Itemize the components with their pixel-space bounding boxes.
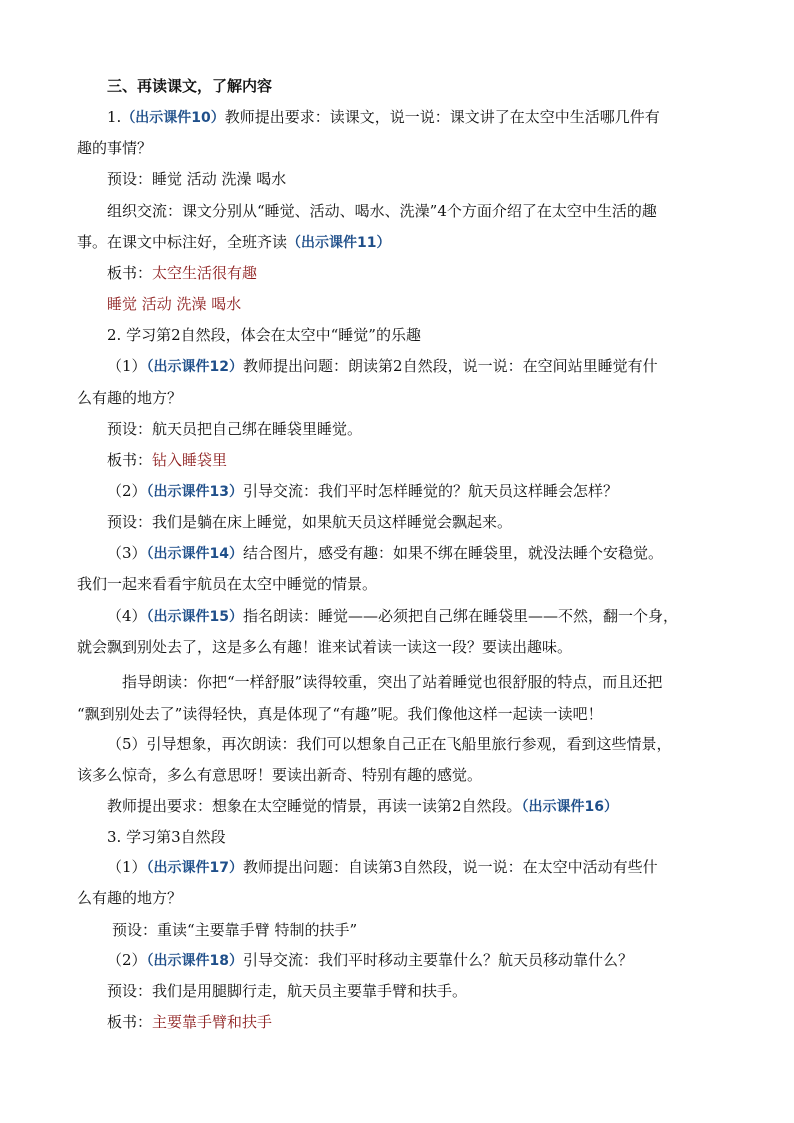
text-line-13: （2）（出示课件13）引导交流：我们平时怎样睡觉的？航天员这样睡会怎样？ [107,482,619,500]
text-line-18: 就会飘到别处去了，这是多么有趣！谁来试着读一读这一段？要读出趣味。 [77,638,573,656]
blackboard-text: 钻入睡袋里 [152,451,228,469]
blackboard-text: 主要靠手臂和扶手 [152,1013,273,1031]
section-heading: 三、再读课文，了解内容 [107,77,273,95]
text-line-9: （1）（出示课件12）教师提出问题：朗读第2自然段，说一说：在空间站里睡觉有什 [107,357,658,375]
text-line-19: 指导朗读：你把“一样舒服”读得较重，突出了站着睡觉也很舒服的特点，而且还把 [122,673,663,691]
text-line-2: 趣的事情？ [77,139,153,157]
blackboard-line-3: 板书：钻入睡袋里 [107,451,228,469]
courseware-cue: （出示课件15） [146,609,244,625]
text-line-22: 该多么惊奇，多么有意思呀！要读出新奇、特别有趣的感觉。 [77,766,483,784]
blackboard-text: 睡觉 活动 洗澡 喝水 [107,295,242,313]
text-line-26: 么有趣的地方？ [77,889,183,907]
blackboard-line-4: 板书：主要靠手臂和扶手 [107,1013,273,1031]
text-line-1: 1.（出示课件10）教师提出要求：读课文，说一说：课文讲了在太空中生活哪几件有 [107,108,660,126]
text-line-20: “飘到别处去了”读得轻快，真是体现了“有趣”呢。我们像他这样一起读一读吧！ [77,705,603,723]
text-line-16: 我们一起来看看宇航员在太空中睡觉的情景。 [77,575,378,593]
courseware-cue: （出示课件11） [287,235,391,251]
text-line-24: 3. 学习第3自然段 [107,828,226,846]
text-line-4: 组织交流：课文分别从“睡觉、活动、喝水、洗澡”4个方面介绍了在太空中生活的趣 [107,202,657,220]
text-line-10: 么有趣的地方？ [77,389,183,407]
text-line-27: 预设：重读“主要靠手臂 特制的扶手” [112,921,358,939]
courseware-cue: （出示课件17） [146,860,244,876]
text-line-15: （3）（出示课件14）结合图片，感受有趣：如果不绑在睡袋里，就没法睡个安稳觉。 [107,544,664,562]
text-line-29: 预设：我们是用腿脚行走，航天员主要靠手臂和扶手。 [107,982,468,1000]
blackboard-line-1: 板书：太空生活很有趣 [107,264,258,282]
text-line-14: 预设：我们是躺在床上睡觉，如果航天员这样睡觉会飘起来。 [107,513,513,531]
text-line-28: （2）（出示课件18）引导交流：我们平时移动主要靠什么？航天员移动靠什么？ [107,951,634,969]
text-line-23: 教师提出要求：想象在太空睡觉的情景，再读一读第2自然段。（出示课件16） [107,797,619,815]
courseware-cue: （出示课件16） [521,799,619,815]
courseware-cue: （出示课件18） [146,953,244,969]
courseware-cue: （出示课件14） [146,546,244,562]
text-line-11: 预设：航天员把自己绑在睡袋里睡觉。 [107,420,363,438]
courseware-cue: （出示课件10） [121,110,225,126]
courseware-cue: （出示课件12） [146,359,244,375]
text-line-25: （1）（出示课件17）教师提出问题：自读第3自然段，说一说：在太空中活动有些什 [107,858,658,876]
blackboard-line-2 [107,294,241,314]
text-line-21: （5）引导想象，再次朗读：我们可以想象自己正在飞船里旅行参观，看到这些情景， [107,735,672,753]
blackboard-text: 太空生活很有趣 [152,264,258,282]
text-line-5: 事。在课文中标注好，全班齐读（出示课件11） [77,233,391,251]
text-line-8: 2. 学习第2自然段，体会在太空中“睡觉”的乐趣 [107,326,421,344]
text-line-3: 预设：睡觉 活动 洗澡 喝水 [107,170,287,188]
courseware-cue: （出示课件13） [146,484,244,500]
text-line-17: （4）（出示课件15）指名朗读：睡觉——必须把自己绑在睡袋里——不然，翻一个身， [107,607,679,625]
